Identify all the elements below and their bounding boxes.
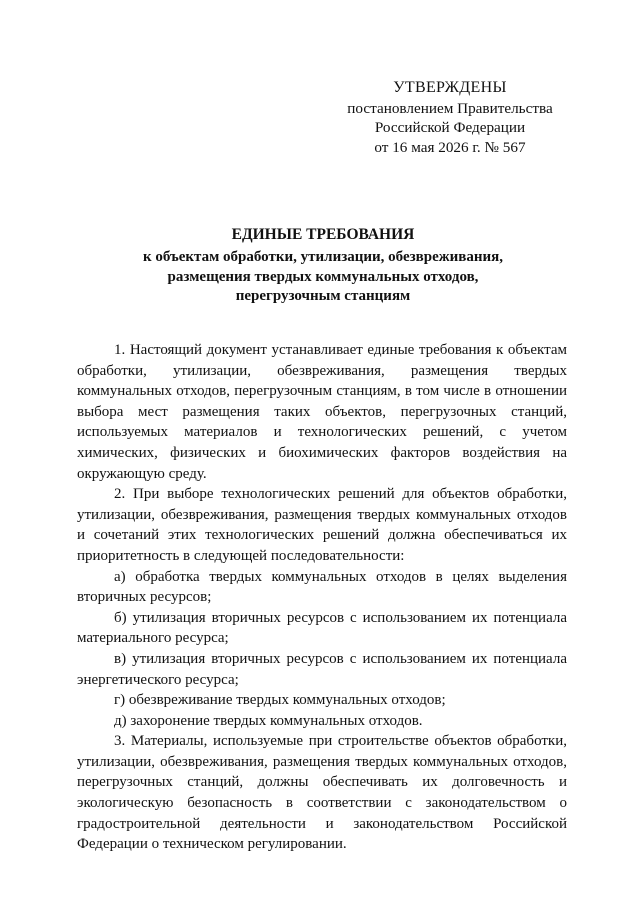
list-item-g: г) обезвреживание твердых коммунальных отходов; [114,692,446,709]
title-sub-line-2: размещения твердых коммунальных отходов, [167,268,479,285]
paragraph-3: 3. Материалы, используемые при строительстве объектов обработки, утилизации, обезвреживания, размещения твердых коммунальных отходов, перегрузочных станций, должны обеспечивать их долговечность и экологическую безопасность в соответствии с законодательством о градостроительной деятельности и законодательством Российской Федерации о техническом регулировании. [77,733,567,853]
list-item-b: б) утилизация вторичных ресурсов с использованием их потенциала материального ресурса; [77,609,567,647]
document-body [77,340,567,855]
paragraph-1: 1. Настоящий документ устанавливает единые требования к объектам обработки, утилизации, обезвреживания, размещения твердых коммунальных отходов, перегрузочным станциям, в том числе в отношении выбора мест размещения таких объектов, перегрузочных станций, используемых материалов и технологических решений, с учетом химических, физических и биохимических факторов воздействия на окружающую среду. [77,342,567,482]
document-title [80,225,566,307]
approval-line-3: от 16 мая 2026 г. № 567 [374,138,526,156]
approval-line-2: Российской Федерации [374,119,526,136]
list-item-v: в) утилизация вторичных ресурсов с использованием их потенциала энергетического ресурса; [77,650,567,688]
approval-stamp [330,78,570,157]
approval-heading: УТВЕРЖДЕНЫ [393,79,507,96]
list-item-a: а) обработка твердых коммунальных отходов в целях выделения вторичных ресурсов; [77,568,567,606]
title-sub-line-1: к объектам обработки, утилизации, обезвреживания, [142,249,504,265]
paragraph-2: 2. При выборе технологических решений для объектов обработки, утилизации, обезвреживания, размещения твердых коммунальных отходов и сочетаний этих технологических решений должна обеспечиваться их приоритетность в следующей последовательности: [77,486,567,564]
title-main: ЕДИНЫЕ ТРЕБОВАНИЯ [231,226,415,243]
approval-line-1: постановлением Правительства [347,99,553,117]
list-item-d: д) захоронение твердых коммунальных отходов. [114,712,423,729]
title-sub-line-3: перегрузочным станциям [235,288,411,304]
